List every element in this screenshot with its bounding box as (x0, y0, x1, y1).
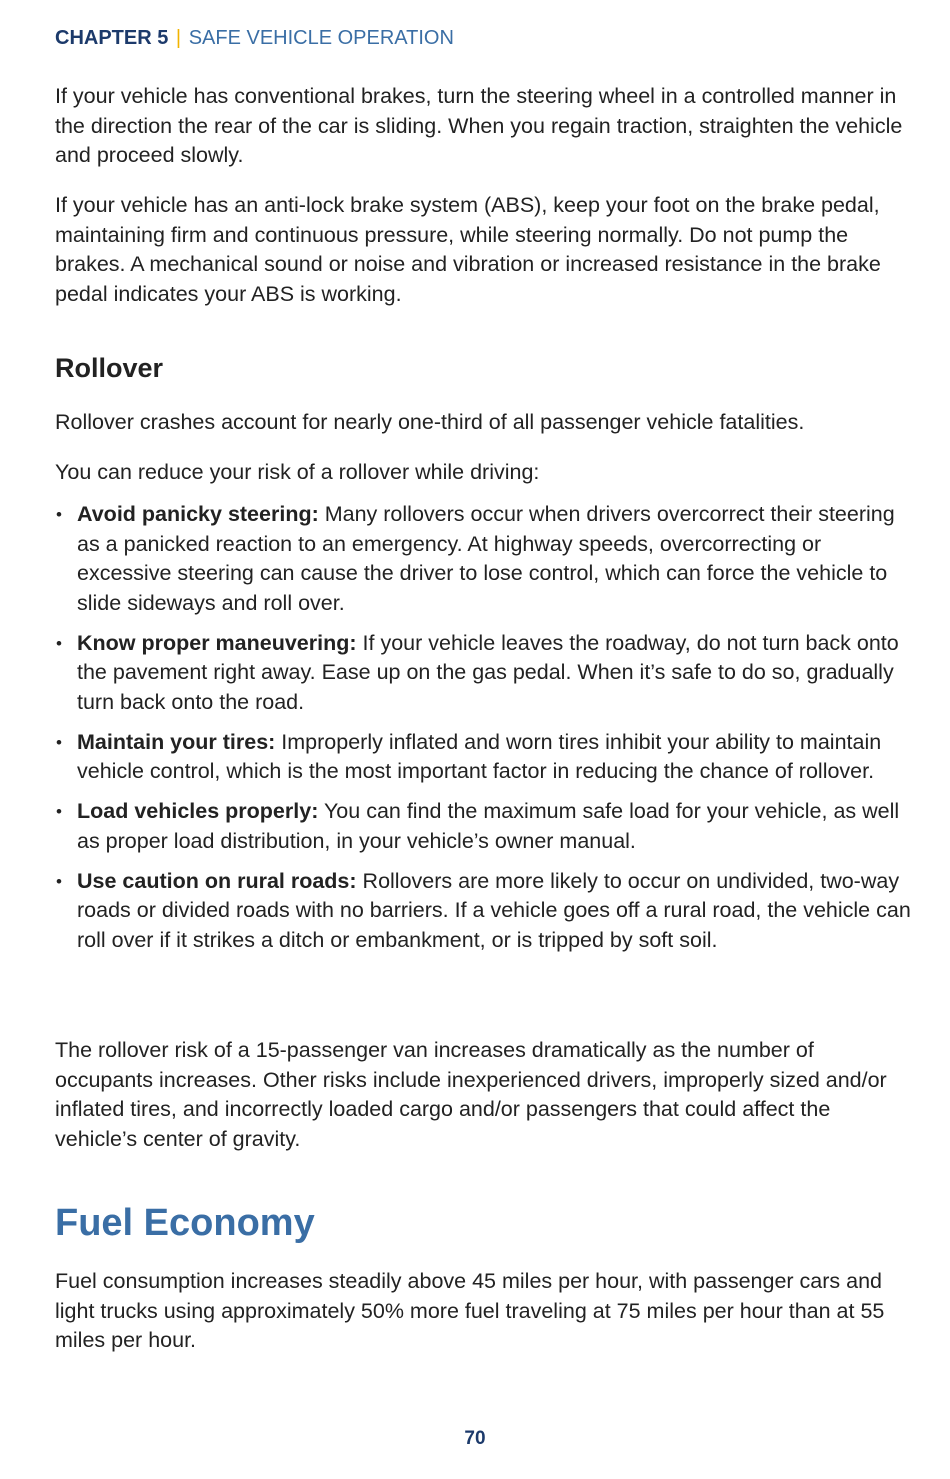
bullet-icon: • (56, 871, 62, 891)
bullet-text: Many rollovers occur when drivers overcorrect their steering as a panicked reaction to an emergency. At highway speeds, overcorrecting or excessive steering can cause the driver to lose control, which can force the vehicle to slide sideways and roll over. (77, 502, 895, 615)
intro-paragraph-conventional-brakes: If your vehicle has conventional brakes, turn the steering wheel in a controlled manner in the direction the rear of the car is sliding. When you regain traction, straighten the vehicle and proceed slowly. (55, 84, 903, 167)
fuel-economy-heading: Fuel Economy (55, 1202, 315, 1244)
section-label: SAFE VEHICLE OPERATION (188, 27, 454, 49)
bullet-term: Use caution on rural roads: (77, 868, 357, 893)
bullet-text: Improperly inflated and worn tires inhibit your ability to maintain vehicle control, which is the most important factor in reducing the chance of rollover. (77, 729, 882, 783)
bullet-term: Avoid panicky steering: (77, 502, 319, 526)
list-item (55, 797, 913, 856)
bullet-icon: • (56, 505, 62, 524)
rollover-paragraph-fatalities: Rollover crashes account for nearly one-third of all passenger vehicle fatalities. (55, 410, 805, 434)
bullet-term: Load vehicles properly: (77, 799, 319, 823)
rollover-paragraph-intro-list: You can reduce your risk of a rollover while driving: (55, 460, 540, 484)
rollover-closing-paragraph: The rollover risk of a 15-passenger van increases dramatically as the number of occupants increases. Other risks include inexperienced drivers, improperly sized and/or inflated tires, and incorrectly loaded cargo and/or passengers that could affect the vehicle’s center of gravity. (55, 1038, 887, 1151)
page-number: 70 (464, 1428, 486, 1449)
chapter-label: CHAPTER 5 (55, 27, 169, 49)
bullet-icon: • (56, 732, 62, 752)
intro-paragraph-abs: If your vehicle has an anti-lock brake system (ABS), keep your foot on the brake pedal, maintaining firm and continuous pressure, while steering normally. Do not pump the brakes. A mechanical sound or noise and vibration or increased resistance in the brake pedal indicates your ABS is working. (55, 193, 881, 306)
bullet-text: You can find the maximum safe load for your vehicle, as well as proper load distribution, in your vehicle’s owner manual. (77, 799, 900, 853)
bullet-icon: • (56, 802, 62, 821)
bullet-icon: • (56, 633, 62, 653)
bullet-term: Know proper maneuvering: (77, 630, 357, 655)
bullet-text: Rollovers are more likely to occur on undivided, two-way roads or divided roads with no barriers. If a vehicle goes off a rural road, the vehicle can roll over if it strikes a ditch or embankment, or is tripped by soft soil. (77, 868, 911, 952)
bullet-term: Maintain your tires: (77, 729, 276, 754)
list-item (55, 728, 913, 787)
header-separator: | (175, 27, 182, 49)
document-page (55, 0, 913, 1479)
list-item (55, 500, 913, 618)
list-item (55, 629, 913, 718)
list-item (55, 867, 913, 956)
running-header (55, 26, 454, 50)
rollover-tips-list (55, 500, 913, 966)
fuel-economy-paragraph: Fuel consumption increases steadily above 45 miles per hour, with passenger cars and light trucks using approximately 50% more fuel traveling at 75 miles per hour than at 55 miles per hour. (55, 1269, 885, 1352)
bullet-text: If your vehicle leaves the roadway, do not turn back onto the pavement right away. Ease up on the gas pedal. When it’s safe to do so, gradually turn back onto the road. (77, 630, 899, 714)
rollover-heading: Rollover (55, 353, 164, 383)
